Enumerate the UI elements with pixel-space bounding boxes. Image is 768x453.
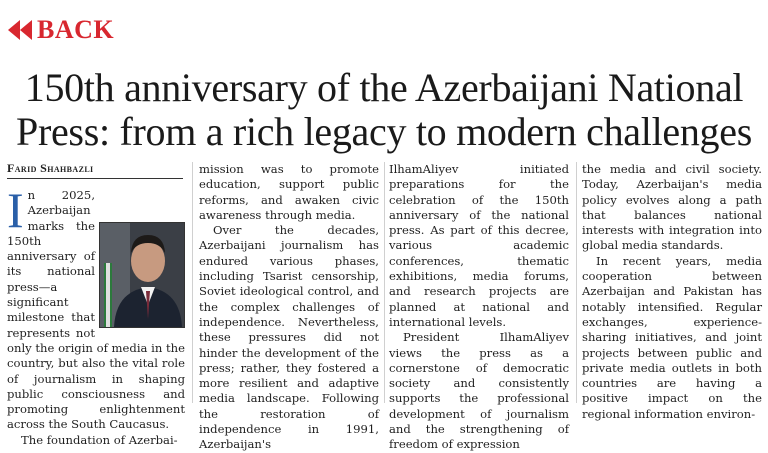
column-divider: [192, 162, 193, 403]
article-column-4: [582, 162, 762, 422]
drop-cap: I: [7, 182, 24, 238]
byline-rule: [7, 178, 183, 179]
paragraph: the media and civil society. Today, Azerbaijan's media policy evolves along a path that balances national interests with integration into global media standards.: [582, 162, 762, 253]
author-byline: Farid Shahbazli: [7, 161, 94, 175]
article-headline: 150th anniversary of the Azerbaijani National Press: from a rich legacy to modern challenges: [16, 65, 752, 154]
paragraph: President IlhamAliyev views the press as a cornerstone of democratic society and consistently supports the professional development of journalism and the strengthening of freedom of expression: [389, 330, 569, 452]
paragraph: mission was to promote education, support public reforms, and awaken civic awareness through media.: [199, 162, 379, 222]
article-column-2: [199, 162, 379, 453]
article-column-1: [7, 182, 185, 448]
double-chevron-left-icon: [7, 19, 33, 41]
back-label: BACK: [37, 15, 115, 44]
column-divider: [576, 162, 577, 403]
paragraph: IlhamAliyev initiated preparations for the celebration of the 150th anniversary of the national press. As part of this decree, various academic conferences, thematic exhibitions, media forums, and research projects are planned at national and international levels.: [389, 162, 569, 329]
article-column-3: [389, 162, 569, 453]
column-divider: [384, 162, 385, 403]
author-portrait: [99, 222, 185, 328]
paragraph: The foundation of Azerbai-: [21, 432, 178, 447]
back-button[interactable]: [7, 16, 114, 44]
paragraph: n 2025, Azerbaijan marks the 150th anniversary of its national press—a significant milestone that represents not only the origin of media in the country, but also the vital role of journalism in shaping public consciousness and promoting enlightenment across the South Caucasus.: [7, 188, 185, 432]
paragraph: Over the decades, Azerbaijani journalism has endured various phases, including Tsarist censorship, Soviet ideological control, and the complex challenges of independence. Nevertheless, these pressures did not hinder the development of the press; rather, they fostered a more resilient and adaptive media landscape. Following the restoration of independence in 1991, Azerbaijan's: [199, 223, 379, 452]
paragraph: In recent years, media cooperation between Azerbaijan and Pakistan has notably intensified. Regular exchanges, experience-sharing initiatives, and joint projects between public and private media outlets in both countries are having a positive impact on the regional information environ-: [582, 253, 762, 421]
